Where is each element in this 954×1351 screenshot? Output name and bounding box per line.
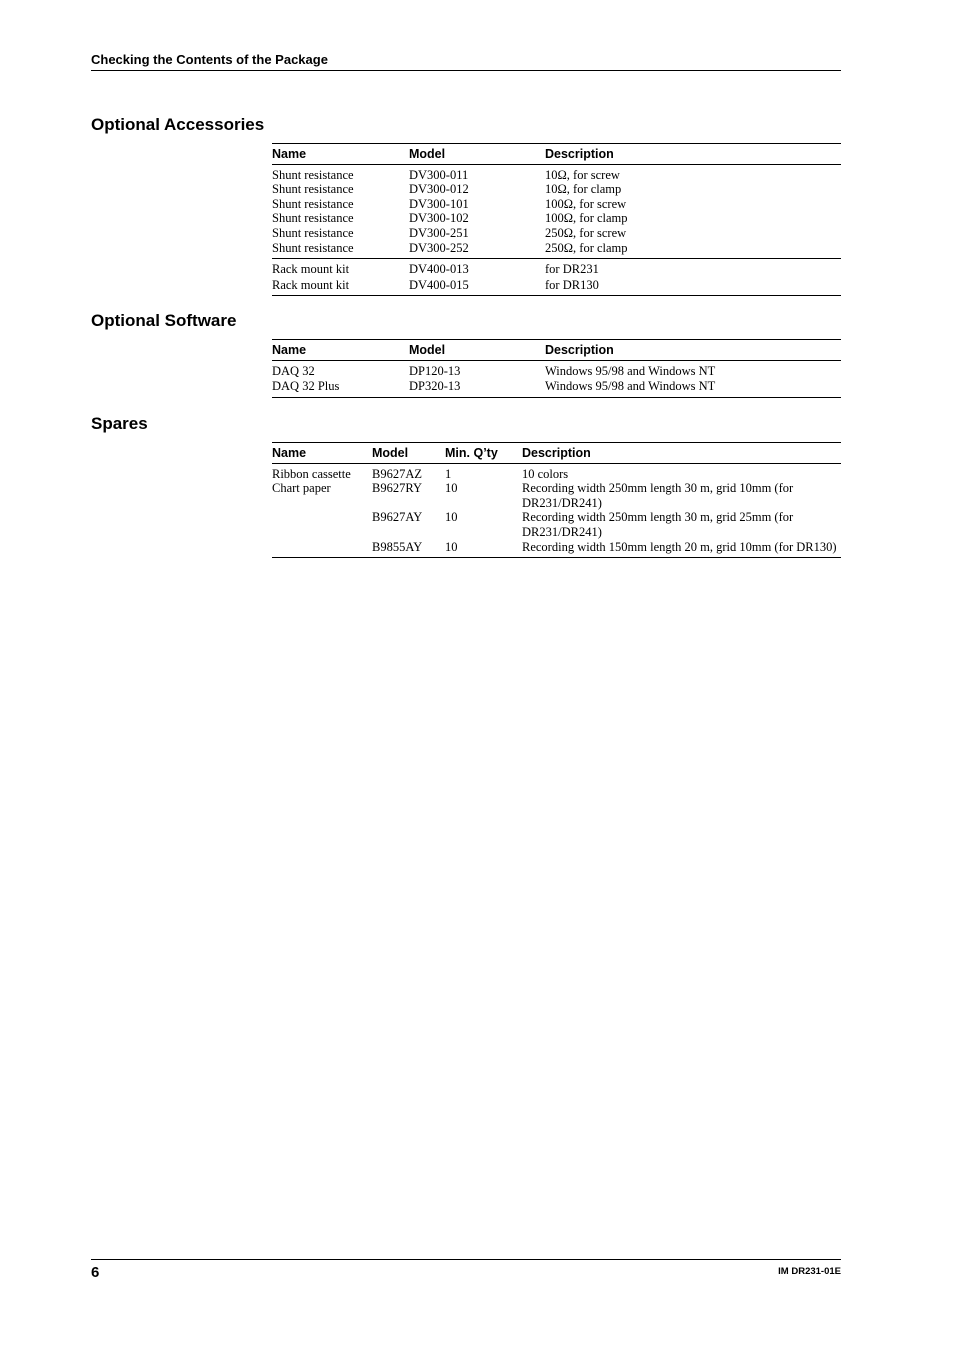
table-header-row [272, 443, 841, 464]
cell-name: Shunt resistance [272, 241, 409, 259]
cell-name: Rack mount kit [272, 262, 350, 277]
column-header: Description [545, 144, 841, 165]
cell-qty: 10 [445, 481, 458, 496]
section-title-software: Optional Software [91, 311, 237, 330]
cell-description: 250Ω, for clamp [545, 241, 841, 259]
cell-description: Windows 95/98 and Windows NT [545, 379, 716, 394]
cell-model: DV300-012 [409, 182, 469, 197]
column-header: Model [409, 144, 545, 165]
cell-name: Shunt resistance [272, 196, 354, 211]
table-header-row [272, 340, 841, 361]
cell-name [272, 540, 372, 558]
cell-name: Shunt resistance [272, 167, 354, 182]
software-table [272, 339, 841, 398]
cell-description: 100Ω, for screw [545, 196, 627, 211]
table-row [272, 378, 841, 397]
cell-model: DP120-13 [409, 363, 461, 378]
cell-description: 10 colors [522, 466, 569, 481]
cell-description: Recording width 250mm length 30 m, grid 25mm (for DR231/DR241) [522, 510, 794, 539]
column-header: Description [522, 443, 841, 464]
cell-description: for DR130 [545, 277, 599, 292]
table-row [272, 481, 841, 510]
column-header: Model [372, 443, 445, 464]
table-row [272, 463, 841, 481]
cell-model: B9855AY [372, 539, 423, 554]
table-row [272, 540, 841, 558]
cell-model: DV400-015 [409, 277, 469, 292]
accessories-table [272, 143, 841, 296]
column-header: Name [272, 340, 409, 361]
table-row [272, 360, 841, 378]
cell-name: Shunt resistance [272, 225, 354, 240]
cell-qty: 10 [445, 539, 458, 554]
cell-model: DV300-252 [409, 241, 545, 259]
table-row [272, 277, 841, 296]
cell-description: Recording width 150mm length 20 m, grid 10mm (for DR130) [522, 539, 837, 554]
cell-description: 250Ω, for screw [545, 225, 627, 240]
cell-qty: 1 [445, 466, 452, 481]
column-header: Model [409, 340, 545, 361]
cell-name: Shunt resistance [272, 211, 354, 226]
table-row [272, 211, 841, 226]
cell-name: DAQ 32 [272, 363, 315, 378]
cell-name: Rack mount kit [272, 277, 350, 292]
cell-model: DV300-102 [409, 211, 469, 226]
cell-model: DV400-013 [409, 262, 469, 277]
cell-name: DAQ 32 Plus [272, 379, 340, 394]
cell-model: DP320-13 [409, 379, 461, 394]
footer-rule [91, 1259, 841, 1260]
cell-description: Windows 95/98 and Windows NT [545, 363, 716, 378]
table-row [272, 259, 841, 277]
cell-model: DV300-101 [409, 196, 469, 211]
table-row [272, 164, 841, 182]
cell-model: B9627AZ [372, 466, 422, 481]
table-row [272, 182, 841, 197]
cell-description: for DR231 [545, 262, 599, 277]
column-header: Description [545, 340, 841, 361]
cell-description: 100Ω, for clamp [545, 211, 628, 226]
table-row [272, 226, 841, 241]
column-header: Name [272, 144, 409, 165]
column-header: Name [272, 443, 372, 464]
cell-model: B9627AY [372, 510, 423, 525]
cell-description: 10Ω, for clamp [545, 182, 622, 197]
section-title-accessories: Optional Accessories [91, 115, 265, 134]
running-header: Checking the Contents of the Package [91, 52, 841, 71]
document-id: IM DR231-01E [778, 1266, 841, 1277]
table-row [272, 197, 841, 212]
section-title-spares: Spares [91, 414, 148, 433]
column-header: Min. Q’ty [445, 443, 522, 464]
cell-model: B9627RY [372, 481, 423, 496]
cell-qty: 10 [445, 510, 458, 525]
cell-model: DV300-251 [409, 225, 469, 240]
cell-description: 10Ω, for screw [545, 167, 620, 182]
cell-name [272, 510, 372, 539]
cell-name: Chart paper [272, 481, 331, 496]
spares-table [272, 442, 841, 558]
table-header-row [272, 144, 841, 165]
cell-description: Recording width 250mm length 30 m, grid 10mm (for DR231/DR241) [522, 481, 794, 510]
page-number: 6 [91, 1264, 100, 1281]
cell-name: Ribbon cassette [272, 466, 351, 481]
table-row [272, 241, 841, 259]
table-row [272, 510, 841, 539]
cell-model: DV300-011 [409, 167, 469, 182]
cell-name: Shunt resistance [272, 182, 354, 197]
